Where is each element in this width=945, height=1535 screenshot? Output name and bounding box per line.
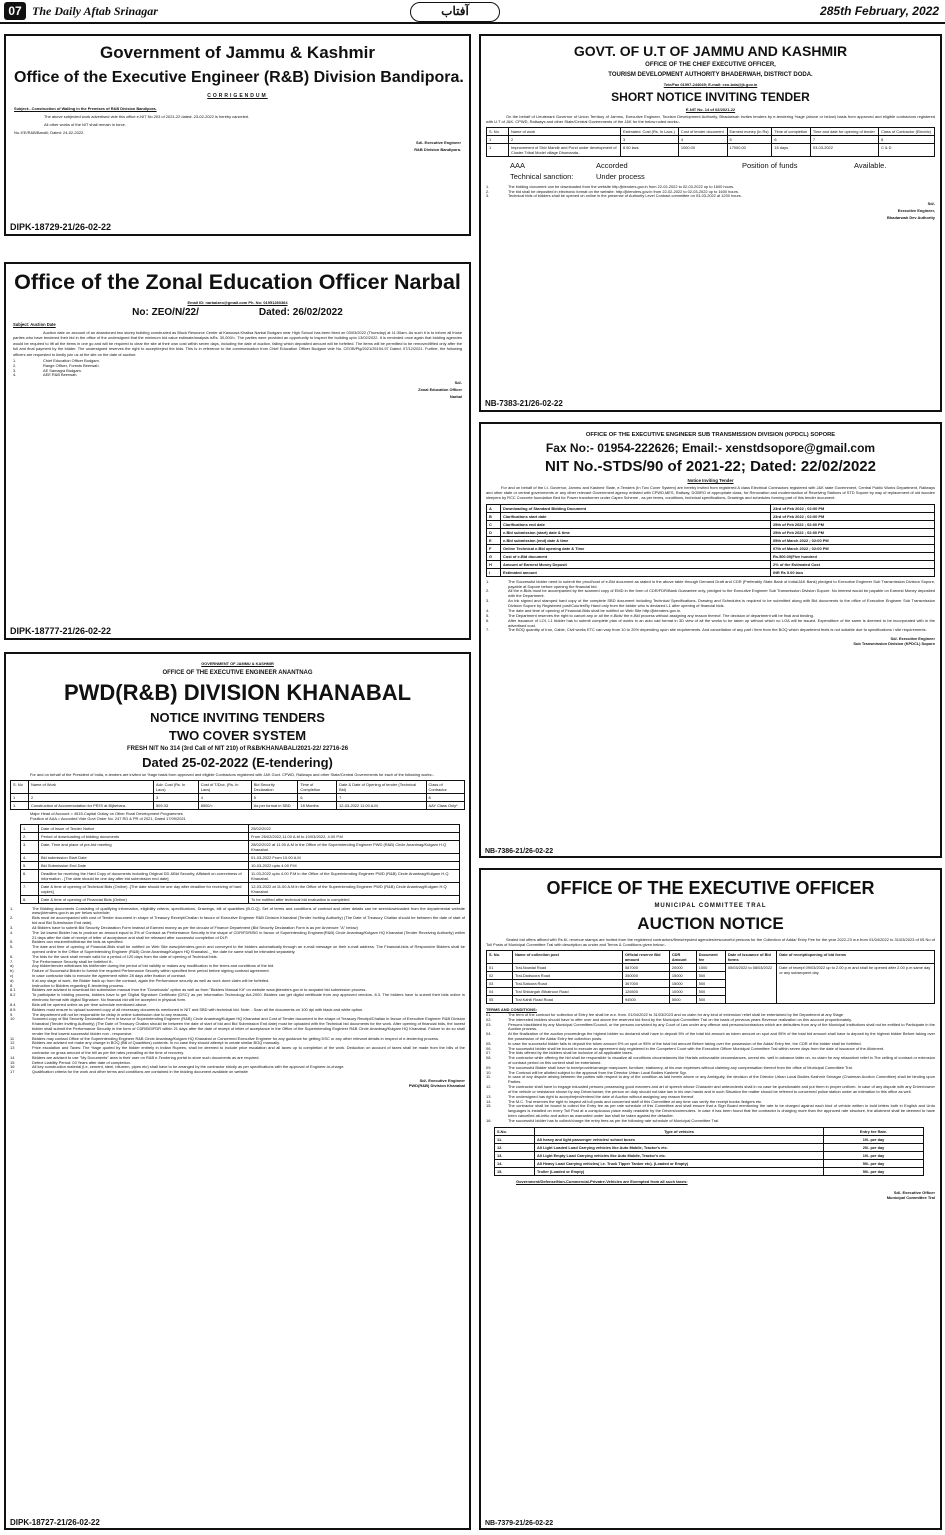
list-item: 11 Bidders may contact Office of the Superintending Engineer R&B Circle Anantnag/Kulgam HQ Khanabal or Concerned Executive Engineer for any guidance for getting DSC or any other relevant details in respect of e-tendering process. — [10, 1035, 440, 1041]
list-item: 7. The Performance Security shall be forfeited if:- — [10, 958, 114, 964]
table-row: 7. Date & time of opening of Technical Bids (Online) -[The date should be one day after deadline for receiving of hard copies] 12-03-2022 at 11.00 A.M in the Office of the Superintending Engineer PWD (R&B) Circle Anantnag/Kulgam H.Q Khanabal. — [21, 882, 460, 895]
ad-contact: Fax No:- 01954-222626; Email:- xenstdsopore@gmail.com — [545, 441, 876, 455]
ad-narbal — [4, 262, 471, 640]
schedule-table — [20, 824, 460, 904]
table-row: 1 2 3 4 5 6 7 8 — [487, 135, 935, 143]
list-item: 3. An ink signed and stamped hard copy of the complete SBD document including Technical Specifications, Drawing and Schedules is required to be submitted along with Bid documents to the office of Executive Engineer Sub Transmission Division Sopore by Registered post/Courier/By Hand only from the bidder who is declared L1 after opening of financial bids. — [486, 598, 935, 609]
signature: PWD(R&B) Division Khanabal — [408, 1083, 465, 1089]
ad-paragraph: Major Head of Account = 4515-Capital Outlay on Other Rural Development Programmes — [30, 810, 183, 816]
list-item: 13. The undersigned has right to accept/reject/extend the date of Auction without assigning any reason thereof. — [486, 1093, 695, 1099]
table-header: S.No. Type of vehicles Entry fee Rate. — [495, 1127, 924, 1135]
list-item: 12. The contractor shall have to engage educated persons possessing good manners and art of speech whose Character and antecedents shall in no case be questionable and put them in proper uniform. In case of any dispute with any Driver/owner of the vehicle or resistance shown by any Driver/owner, the person on duty should not take law in his own hands and in such Situation the matter should be referred to concerned police station under an intimation to this office as well. — [486, 1084, 935, 1094]
list-item: 14 Bidders are advised to use "My Documents" area in their user on R&B e-Tendering portal to store such documents as are required. — [10, 1054, 260, 1060]
signature: Sd/- Executive Engineer — [415, 139, 461, 145]
ad-heading: CORRIGENDUM — [207, 93, 268, 99]
conditions-list — [486, 580, 935, 633]
masthead-logo: آفتاب — [410, 2, 500, 22]
ad-contact: Tele/Fax 01997-244049; E-mail: ceo-bda@jk.gov.in — [663, 82, 758, 87]
list-item: 7. The BOQ quantity of Iron, Cable, Civil works ETC can vary from 10 to 20% depending upon site requirements. And cancellation of any part / item from the BOQ which department feels is not suitable due to specifications / site requirements. — [486, 627, 927, 633]
list-item: c) In case contractor fails to execute the agreement within 28 days after fixation of contract. — [10, 973, 187, 979]
table-row: B Clarifications start date 23rd of Feb 2022 ; 02:00 PM — [487, 512, 935, 520]
list-item: 4. AEE R&B Beerwah. — [13, 372, 78, 378]
ad-reference: DIPK-18729-21/26-02-22 — [10, 222, 112, 232]
list-item: 6. The bids for the work shall remain valid for a period of 120 days from the date of opening of Technical bids. — [10, 953, 218, 959]
list-item: 2. Range Officer, Forests Beerwah. — [13, 362, 100, 368]
list-item: 15 Defect Liability Period: 03 Years after date of completion. — [10, 1059, 131, 1065]
signature: Sub Transmission Division (KPDCL) Sopore — [853, 641, 935, 647]
table-header: S. No Name of work Estimated. Cost (Rs. In Lacs.) Cost of tender document Earnest money (In Rs) Time of completion Time and date for opening of tender Class of Contractor (Electric) — [487, 127, 935, 135]
table-row: G Cost of e-Bid document Rs.500.00(Five hundred — [487, 552, 935, 560]
list-item: 9. The department will not be responsible for delay in online submission due to any reasons. — [10, 1011, 189, 1017]
ad-reference: NB-7379-21/26-02-22 — [485, 1520, 554, 1527]
list-item: 04. At the finalization of the auction proceedings the highest bidder so declared shall have to deposit 5% of the total bid amount as token amount on spot and 95% of the total bid amount shall have to deposit by the highest bidder Before taking over the possession of the Adda/ Entry fee collection posts. — [486, 1031, 935, 1041]
ad-heading: Government of Jammu & Kashmir — [100, 43, 375, 62]
ad-heading: TWO COVER SYSTEM — [168, 728, 307, 743]
table-row: 02 Tral-Dadsoora Road 350000 15000 500 — [487, 971, 935, 979]
signature: Zonal Education Officer — [418, 387, 462, 393]
ad-heading: OFFICE OF THE EXECUTIVE ENGINEER ANANTNAG — [162, 670, 313, 676]
table-row: I Estimated amount INR Rs 5.00 lacs — [487, 568, 935, 576]
funds-label: Position of funds — [742, 160, 798, 170]
list-item: 2. All the e-Bids must be accompanied by the scanned copy of EMD in the form of CDR/FDR/Bank Guarantee only, pledged to the Executive Engineer Sub Transmission Division Sopore. No Interest would be payable on Earnest Money deposited with the Department. — [486, 588, 935, 599]
table-row: 15. Troller (Loaded or Empty) 50/- per day — [495, 1167, 924, 1175]
table-row: 01 Tral-Nowdal Road 587000 20000 1000 05/03/2022 to 08/03/2022 Date of receipt 09/03/2022 up to 2.00 p.m and shall be opened after 2.00 p.m same day or any subsequent day — [487, 963, 935, 971]
table-row: 03 Tral-Satoora Road 367000 15000 500 — [487, 979, 935, 987]
list-item: 16. The successful bidder has to collect/charge the entry fees as per the following rate schedule of Municipal Committee Tral. — [486, 1117, 720, 1123]
list-item: 16 All key construction material (i.e, cement, steel, bitumen, pipes etc) shall have to be arranged by the contractor strictly as per specifications with the approval of Engineer-in-charge. — [10, 1064, 345, 1070]
list-item: b) Failure of Successful Bidder to furnish the required Performance Security within specified time period before signing contract agreement. — [10, 968, 270, 974]
signature: Sd/- — [454, 380, 462, 386]
conditions-list — [486, 1013, 935, 1124]
ad-reference: DIPK-18777-21/26-02-22 — [10, 626, 112, 636]
list-item: 2. Bids must be accompanied with cost of Tender document in shape of Treasury Receipt/Challan in favour of Executive Engineer R&B Division Khanabal (Tender Inviting Authority) (The Date of Treasury Challan should be between the date of start of bid and Bid Submission End date). — [10, 915, 465, 926]
ad-sopore — [479, 422, 942, 858]
sanction-label: Technical sanction: — [510, 171, 574, 181]
fee-table — [494, 1127, 924, 1176]
ad-reference: NB-7386-21/26-02-22 — [485, 848, 554, 855]
ad-bhaderwah — [479, 34, 942, 412]
list-item: 2. The bid shall be deposited in electronic format on the website: http://jktenders.gov.in from 22-02-2022 to 02-03-2022 up to 1600 hours. — [486, 188, 739, 194]
officer-list — [13, 359, 462, 378]
table-row: A Downloading of Standard Bidding Document 23rd of Feb 2022 ; 02:00 PM — [487, 504, 935, 512]
ad-paragraph: Position of AAA = Accorded Vide Govt Order No. 247 RD & PR of 2021, Dated 17/09/2021 — [30, 815, 186, 821]
list-item: 5. Bidders can resubmit/withdraw the bids as specified. — [10, 939, 124, 945]
bid-issue-dates: 05/03/2022 to 08/03/2022 — [725, 963, 776, 1003]
table-row: D e-Bid submission (start) date & time 25th of Feb 2022 ; 02:00 PM — [487, 528, 935, 536]
ad-paragraph: Auction date on account of an abandoned two storey building constructed as Block Resource Center at Kawoosa Khalisa Narbal Budgam near High School has been fixed on 03/03/2022 (Thursday) at 11:30am. As such it is to inform all those parties who have tendered their bid in the office of the undersigned that the minimum bid value estimate/analysis isRs. 30,000/=. The parties were provided an opportunity to inspect the building upto 13/02/2022. It is reminded once again that bidding agencies would be required to lift all the items in one go and will be required to clear the site at their own cost within seven days, including the date of auction, failing which deposited amount will be forfeited. The items will be permitted to be removed/lifted only after the full and final payment by the bidder. The undersigned reserves the right to accept/reject the bids. This is in reference to the communication from Chief Education Officer Budgam vide No. CEOB/Plg/2021/25194-97 Dated: 07/12/2021. Further, the following officers are requested to kindly join us at the site on the date of auction: — [13, 330, 462, 357]
ad-heading: OFFICE OF THE CHIEF EXECUTIVE OFFICER, — [645, 62, 776, 68]
bid-receipt-dates: Date of receipt 09/03/2022 up to 2.00 p.m and shall be opened after 2.00 p.m same day or any subsequent day — [777, 963, 935, 1003]
conditions-list — [486, 185, 935, 199]
list-item: 1. Chief Education Officer Budgam. — [13, 358, 100, 364]
list-item: 10 Scanned copy of Bid Security Declaration Form in favour of Superintending Engineer (R&B) Circle Anantnag/Kulgam HQ Khanabal and Cost of Tender document in the shape of Treasury Receipt/Challan in favour of Executive Engineer R&B Division Khanabal (Tender Inviting Authority) (The Date of Treasury Challan should be between the date of start of bid and Bid Submission End date) must be uploaded with the Technical bid documents for the work. After opening of financial bids, the lowest bidder shall submit the Performance Security in the form of CDR/BG/FDR within 21 days after the date of receipt of letter of acceptance in the Office of the Superintending Engineer R&B Circle Anantnag/Kulgam HQ Khanabal. Failure to do so shall render the first lowest successful bidder non - responsive. — [10, 1016, 465, 1036]
ad-heading: AUCTION NOTICE — [637, 914, 784, 933]
ad-date: Dated: 26/02/2022 — [258, 307, 343, 318]
list-item: 10. The Contract will be allotted subject to the approval from the Director Urban Local Bodies Kashmir Sgr. — [486, 1069, 687, 1075]
ad-heading: Office of the Executive Engineer (R&B) Division Bandipora. — [14, 69, 464, 86]
list-item: 8. Instruction to Bidders regarding E-tendering process. — [10, 982, 125, 988]
list-item: 02. The interested bidders should have to offer over and above the reserved bid fixed by the Municipal Committee Tral on the basis of previous years Revenue realization on this account proportionately. — [486, 1016, 852, 1022]
funds-value: Available. — [854, 160, 887, 170]
list-item: 1. The bidding document can be downloaded from the website http:/jktenders.gov.in from 22-02-2022 to 02-03-2022 up to 1600 hours. — [486, 183, 735, 189]
ad-contact: Email ID: narbalzeo@gmail.com Ph. No: 01951260364 — [187, 300, 288, 305]
table-row: 5. Bid Submission End Date 10-03-2022 upto 4.00 P.M — [21, 861, 460, 869]
list-item: 17 Qualification criteria for the work and other terms and conditions are contained in the bidding document available on website — [10, 1069, 248, 1075]
ad-heading: GOVERNMENT OF JAMMU & KASHMIR — [201, 661, 274, 666]
works-table — [486, 127, 935, 157]
list-item: 4. The 1st lowest Bidder has to produce an amount equal to 3% of Contract as Performance Security in the shape of CDR/FDR/BG in favour of Superintending Engineer(R&B) Circle Anantnag/Kulgam HQ Khanabal (Tender Receiving Authority) within 21 days after the date of receipt of letter of acceptance and shall be released after successful completion of DLP. — [10, 929, 465, 940]
list-item: 8.4 Bids will be opened online as per time schedule mentioned above. — [10, 1001, 148, 1007]
list-item: 8.2 To participate in bidding process, bidders have to get 'Digital Signature Certificate (DSC)' as per Information Technology Act-2000. Bidders can get digital certificate from any approved vendors. 8.3. The bidders have to submit their bids online in electronic format with digital Signature. No financial bid will be accepted in physical form. — [10, 992, 465, 1003]
aaa-value: Accorded — [596, 160, 628, 170]
ad-reference: NB-7383-21/26-02-22 — [485, 399, 563, 408]
table-row: 1 Improvement of Shiv Mandir and Pond under development of Cluster Tribal Model village Dhumanda . 8.50 lacs 1000.00 17000.00 15 days 03-03-2022 C & D — [487, 143, 935, 156]
list-item: 4. The date and time of opening of Financial-Bids shall be notified on Web Site http://jktenders.gov.in. — [486, 607, 682, 613]
list-item: 14. The M.C. Tral reserves the right to inspect all toll posts and concerned staff of this Committee at any time can verify the receipt books /ledgers etc. — [486, 1098, 763, 1104]
table-row: H Amount of Earnest Money Deposit 2% of the Estimated Cost — [487, 560, 935, 568]
ad-heading: MUNICIPAL COMMITTEE TRAL — [654, 903, 767, 909]
list-item: 1. The Successful bidder need to submit the proof/cost of e-Bid document as stated in the above table through Demand Draft and CDR (Preferably State Bank of India/J&K Bank) pledged to Executive Engineer Sub Transmission Division Sopore, payable at Sopore before opening the financial bid. — [486, 578, 935, 589]
signature: R&B Division Bandipora. — [414, 146, 461, 152]
ad-heading: Notice Inviting Tender — [687, 478, 734, 483]
ad-paragraph: On the behalf of Lieutenant Governor of Union Territory of Jammu, Executive Engineer, Tourism Development Authority, Bhadarwah invites tenders by e-tendering %age (above or below) basis from approved and eligible contractors registered with U.T of J&K. CPWD, Railways and other State/Central Governments of the J&K for the below noted works:- — [486, 114, 935, 124]
page-number: 07 — [4, 2, 26, 20]
ad-paragraph: The above subjected work advertised vide this office e-NIT No.203 of 2021-22 dated:-23-02-2022 is hereby canceled. — [44, 114, 250, 119]
ad-heading: SHORT NOTICE INVITING TENDER — [611, 90, 810, 104]
list-item: 07. The bids offered by the bidders shall be inclusive of all applicable taxes. — [486, 1050, 633, 1056]
table-row: 05 Tral Kahill Road Road 94500 5000 500 — [487, 995, 935, 1003]
list-item: 06. The successful bidder shall be bound to execute an agreement duly registered in the Competent Court with the Executive Officer Municipal Committee Tral within seven days from the date of issuance of the Allotment. — [486, 1045, 885, 1051]
ad-heading: FRESH NIT No 314 (3rd Call of NIT 210) of R&B/KHANABAL/2021-22/ 22716-26 — [126, 746, 349, 752]
issue-date: 285th February, 2022 — [820, 4, 939, 18]
ad-heading: Office of the Zonal Education Officer Narbal — [14, 270, 461, 294]
section-heading: TERMS AND CONDITIONS: — [486, 1006, 537, 1012]
ad-paragraph: For and on behalf of the Lt. Governor, Jammu and Kashmir State, e-Tenders (In Two Cover System) are hereby invited from registered A class Electrical Contractors registered with J&K state Government, Central Public Works Department, Railways and other state or central governments or any other relevant Government agency enlisted with CPWD,MES, Railway, DGBRO of appropriate class, for Renovation and modernization of Receiving Stations of STD Sopore by way of replacement of old wooden sleepers by RCC Concrete foundation Bed for Power transformer under Capex Scheme , as per terms, conditions, technical specifications, Drawings and schedules forming part of this tender document. — [486, 485, 935, 500]
ad-reference: DIPK-18727-21/26-02-22 — [10, 1518, 100, 1527]
list-item: 8.5 Bidders must ensure to upload scanned copy of all necessary documents mentioned in NIT and SBD with technical bid. Note: - Scan all the documents on 100 dpi with black and white option. — [10, 1006, 364, 1012]
table-row: 04 Tral Shikargah /Bhatnoor Road 126500 10000 500 — [487, 987, 935, 995]
table-row: 4. Bid submission Start Date 01-03-2022 From 10.00 A.M — [21, 853, 460, 861]
table-row: E e-Bid submission (end) date & time 05th of March 2022 ; 02:00 PM — [487, 536, 935, 544]
table-row: C Clarifications end date 25th of Feb 2022 ; 02:00 PM — [487, 520, 935, 528]
paper-name: The Daily Aftab Srinagar — [32, 3, 158, 18]
schedule-table — [486, 504, 935, 577]
conditions-list — [10, 907, 465, 1075]
ad-heading: GOVT. OF U.T OF JAMMU AND KASHMIR — [573, 43, 848, 59]
table-row: 6. Deadline for receiving the Hard Copy of documents including Original DD &Bid Security, Affidavit on correctness of information - [The date should be one day after bid submission end date] 11-03-2022 upto 4.00 P.M in the Office of the Superintending Engineer PWD (R&B) Circle Anantnag/Kulgam H.Q Khanabal. — [21, 869, 460, 882]
table-row: 2. Period of downloading of bidding documents From 26/02/2022,11.00 A.M to 10/03/2022, 4.00 P.M — [21, 832, 460, 840]
table-header: S. No Name of Work Adv. Cost (Rs. In Lacs) Cost of T/Doc. (Rs. In Lacs) Bid Security Declaration Time of Completion Date & Date of Opening of tender (Technical Bid) Class of Contractor — [11, 780, 465, 793]
ad-heading: E-NIT No. 14 of 02/2021-22 — [685, 107, 736, 112]
table-row: 1. Date of Issue of Tender Notice 25/02/2022 — [21, 824, 460, 832]
signature: Sd/- Executive Engineer — [890, 636, 935, 642]
ad-heading: NOTICE INVITING TENDERS — [150, 710, 325, 725]
list-item: 5. The Department reserves the right to cancel any or all the e-Bids/ the e-Bid process without assigning any reason thereof. The decision of department will be final and binding. — [486, 612, 814, 618]
signature: Executive Engineer, — [897, 208, 935, 214]
exemption-note: Government/Defense/Non-Commercial-Privatre-Vehicles are Exempted from all such taxes: — [516, 1178, 688, 1184]
list-item: 3. AE Samagra Budgam. — [13, 367, 82, 373]
ad-bandipora — [4, 34, 471, 236]
ad-heading: Dated 25-02-2022 (E-tendering) — [142, 755, 333, 770]
ad-heading: NIT No.-STDS/90 of 2021-22; Dated: 22/02/2022 — [545, 458, 876, 475]
table-row: 11. All heavy and light passenger vehicles/ school buses 10/- per day — [495, 1135, 924, 1143]
table-row: 3. Date, Time and place of pre-bid meeting 28/02/2022 at 11.00 A.M in the Office of the Superintending Engineer PWD (R&B) Circle Anantnag/Kulgam H.Q Khanabal. — [21, 840, 460, 853]
list-item: 11. In case of any dispute arising between the parties with respect to any of the condition as laid herein above or any Ambiguity, the decision of the Director Urban Local Bodies Kashmir Srinagar (Chairman Auction Committee) shall be binding upon Parties. — [486, 1074, 935, 1085]
list-item: 09. The successful Bidder shall have to bear/provide/arrange manpower, furniture, stationery, at his own expenses without claiming any compensation thereof from the office of Municipal Committee Tral. — [486, 1064, 853, 1070]
ad-paragraph: All other works of the NIT shall remain in force. — [44, 121, 126, 127]
list-item: a) Any bidder/tender withdraws his bid/tender during the period of bid validity or makes any modification in the terms and conditions of the bid. — [10, 963, 275, 969]
ad-heading: OFFICE OF THE EXECUTIVE OFFICER — [546, 878, 875, 898]
signature: Municipal Committee Tral — [886, 1194, 935, 1200]
list-item: 01. The term of the contract for collection of Entry fee shall be w.e. from. 01/04/2022 to 31/03/2023 and no claim for any kind of extension/ relief shall be entertained by the Department at any Stage — [486, 1011, 844, 1017]
signature: Bhadarwah Dev Authority — [887, 215, 935, 221]
ad-paragraph: For and on behalf of the President of India, e-tenders are invited on %age basis from approved and eligible Contractors registered with J&K Govt. CPWD, Railways and other State/Central Governments for each of the following works:- — [30, 772, 434, 777]
table-row: 12. All Light Loaded Load Carrying vehicles like Auto Mobile, Tractor's etc. 20/- per day — [495, 1143, 924, 1151]
list-item: 05. In case the successful bidder fails to deposit the token amount 5% on spot or 95% of the total bid amount Before taking over the possession of the Adda/ Entry fee, the CDR of the bidder shall be forfeited. — [486, 1040, 862, 1046]
ad-anantnag — [4, 652, 471, 1530]
table-row: 13. All Light Empty Load Carrying vehicles like Auto Mobile, Tractor's etc. 10/- per day — [495, 1151, 924, 1159]
table-row: 14. All Heavy Load Carrying vehicles( i.e. Truck Tipper Tanker etc). (Loaded or Empty) 50/- per day — [495, 1159, 924, 1167]
sanction-value: Under process — [596, 171, 645, 181]
signature: Narbal — [449, 394, 462, 400]
list-item: 15. The contractor shall be bound to collect the Entry fee as per rate schedule of this Committee and shall ensure that a Sign Board mentioning the rate to be charged against each kind of vehicle written in bold letters both in English and Urdu languages is installed on every Toll Post at a conspicuous place easily readable by the Drivers/commuters. In case it has been found that the contractor is charging more than the approved rate structure, the allotment shall be deemed to have been cancelled ab-initio and action as warranted under law shall be taken against the defaulter. — [486, 1103, 935, 1118]
ad-heading: PWD(R&B) DIVISION KHANABAL — [63, 680, 412, 705]
works-table — [10, 780, 465, 810]
list-item: 6. After issuance of LOI, L1 bidder has to submit complete plan of works in an auto cad format in 3D view of all the works to be taken up without which no LOA will be issued. Expenditure of the same is deemed to be incorporated with in the advertised cost. — [486, 617, 935, 628]
page-header — [0, 0, 945, 24]
ad-heading: TOURISM DEVELOPMENT AUTHORITY BHADERWAH, DISTRICT DODA. — [608, 72, 813, 78]
table-row: F Online Technical e-Bid opening date & Time 07th of March 2022 ; 02:00 PM — [487, 544, 935, 552]
table-row: 1. Construction of Accommodation for PRI'S at Bijbehara. 509.33 8500/= As per format in SBD 18 Months 12-03-2022 11.00 A.M AAY Class Only* — [11, 801, 465, 809]
list-item: 8.1 Bidders are advised to download bid submission manual from the "Downloads" option as well as from "Bidders Manual Kit" on website www.jktenders.gov.in to acquaint bid submission process. — [10, 987, 367, 993]
list-item: d) If at any stage of work, the Bidder back up from the contract, again the Performance security as well as work done claim will be forfeited. — [10, 977, 270, 983]
list-item: 1. The Bidding documents Consisting of qualifying information, eligibility criteria, specifications, Drawings, bill of quantities (B.O.Q), Set of terms and conditions of contract and other details can be seen/downloaded from the departmental website www.jktenders.gov.in as per below schedule: — [10, 905, 465, 916]
ad-tral — [479, 868, 942, 1530]
signature: Sd/- Executive Officer — [893, 1189, 935, 1195]
list-item: 5. The date and time of opening of Financial-Bids shall be notified on Web Site www.jktenders.gov.in and conveyed to the bidders automatically through an e-mail message on their e-mail address. The Financial-bids of Responsive Bidders shall be opened online in the Office of Superintending Engineer (R&B) Circle Anantnag/Kulgam HQ Khanabal.._ the date for same shall be intimated separately. — [10, 944, 465, 954]
ad-subject: Subject:- Construction of Walling in the Premises of R&B Division Bandipora. — [14, 106, 157, 111]
table-header: S. No. Name of collection post Official reserve Bid amount CDR Amount Document fee Date of issuance of Bid forms Date of receipt/opening of bid forms — [487, 950, 935, 963]
list-item: 08. The contractor while offering the bid shall be responsible to visualize all conditions circumstances like Hartals unfavorable circumstances, unrest etc. well in advance latter on, no claim for any relaxation/ relief in The ceiling of contract or extension of contract period on this context shall be entertained. — [486, 1055, 935, 1066]
signature: Sd/- — [927, 201, 935, 207]
auction-table — [486, 950, 935, 1004]
list-item: 3. Technical bids of bidders shall be opened on online in the presence of Authority Level Contract committee on 03-03-2022 at 1200 hours. — [486, 193, 742, 199]
aaa-label: AAA — [510, 160, 526, 170]
list-item: 12 Bidders are advised not make any change in BOQ (Bill of Quantities) contents. In no case they should attempt to create similar BOQ manually. — [10, 1040, 280, 1046]
signature: Sd/- Executive Engineer — [419, 1078, 465, 1084]
table-row: 8. Date & time of opening of Financial Bids (Online) To be notified after technical bid evaluation is completed — [21, 895, 460, 903]
ad-paragraph: Sealed bid offers affixed with Rs.6/- revenue stamps are invited from the registered contractors/firms/reputed agencies/resourceful persons for the Collection of Adda/ Entry Fee for the year 2022-23 w.e.from 01/04/2022 to 31/03/2023 of 05 No of Toll Posts of Municipal Committee Tral with description as under and Terms & Conditions given below:- — [486, 937, 935, 947]
ad-subject: Subject: Auction Date — [13, 322, 56, 327]
list-item: 3. All Bidders have to submit Bid Security Declaration Form instead of Earnest money as per the circular of Finance Department (Bid Security Declaration Form is as per Annexure "A" below) — [10, 924, 358, 930]
list-item: 13 Price escalation and Taxes: The %age quoted by the bidder entirely in Indian Rupees, shall be deemed to include price escalation and all taxes up to completion of the work. Deduction on account of taxes shall be made from the bills of the contractor on gross amount of the bill as per the rates prevailing at the time of recovery. — [10, 1045, 465, 1056]
table-row: 1 2 3 4 5 6 7 8 — [11, 793, 465, 801]
list-item: 03. Persons blacklisted by any Municipal Committee/Council, or the persons convicted by any Court of Law under any offence and persons/contractors which are defaulters from any of the Municipal Institutions shall not be entitled to Participate in the Auction process. — [486, 1021, 935, 1032]
ad-ref-no: No.:EE/R&B/Bandi/; Dated: 24-02-2022. — [14, 129, 85, 135]
ad-heading: OFFICE OF THE EXECUTIVE ENGINEER SUB TRANSMISSION DIVISION (KPDCL) SOPORE — [585, 432, 836, 438]
ad-ref-no: No: ZEO/N/22/ — [132, 307, 199, 318]
